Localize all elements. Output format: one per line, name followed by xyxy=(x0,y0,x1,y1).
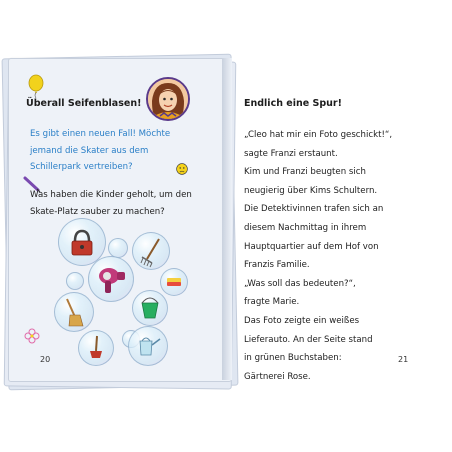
text-line: sagte Franzi erstaunt. xyxy=(244,148,338,159)
text-line: Gärtnerei Rose. xyxy=(244,371,311,382)
text-line: „Cleo hat mir ein Foto geschickt!“, xyxy=(244,130,393,140)
text-line: diesem Nachmittag in ihrem xyxy=(244,222,367,233)
avatar xyxy=(146,77,190,121)
story-text xyxy=(244,126,444,386)
hair-dryer-icon xyxy=(89,257,133,301)
text-line: Die Detektivinnen trafen sich an xyxy=(244,204,384,215)
right-page-title: Endlich eine Spur! xyxy=(244,98,342,109)
book-spine xyxy=(222,58,232,380)
question-text xyxy=(30,187,216,220)
left-page-title: Überall Seifenblasen! xyxy=(26,98,142,109)
text-line: Es gibt einen neuen Fall! Möchte xyxy=(30,129,171,139)
hair-dryer-bubble xyxy=(88,256,134,302)
page-number-right: 21 xyxy=(398,355,409,364)
broom-icon xyxy=(55,293,93,331)
worried-face-icon xyxy=(176,163,188,175)
text-line: Kim und Franzi beugten sich xyxy=(244,167,366,178)
text-line: Schillerpark vertreiben? xyxy=(30,162,133,172)
bucket-bubble xyxy=(132,290,168,326)
rake-bubble xyxy=(132,232,170,270)
case-announcement xyxy=(30,126,220,176)
text-line: in grünen Buchstaben: xyxy=(244,353,342,364)
text-line: Was haben die Kinder geholt, um den xyxy=(30,190,192,200)
text-line: fragte Marie. xyxy=(244,297,300,308)
text-line: Skate-Platz sauber zu machen? xyxy=(30,206,165,217)
watering-can-icon xyxy=(129,327,167,365)
rake-icon xyxy=(133,233,169,269)
brush-bubble xyxy=(78,330,114,366)
page-number-left: 20 xyxy=(40,355,51,364)
flower-icon xyxy=(24,328,40,344)
brush-icon xyxy=(79,331,113,365)
text-line: neugierig über Kims Schultern. xyxy=(244,185,378,196)
small-bubble xyxy=(66,272,84,290)
text-line: jemand die Skater aus dem xyxy=(30,145,149,156)
bucket-icon xyxy=(133,291,167,325)
broom-bubble xyxy=(54,292,94,332)
text-line: Hauptquartier auf dem Hof von xyxy=(244,241,379,252)
balloon-icon xyxy=(26,74,46,98)
text-line: Franzis Familie. xyxy=(244,260,310,271)
watering-can-bubble xyxy=(128,326,168,366)
text-line: Das Foto zeigte ein weißes xyxy=(244,315,360,326)
text-line: „Was soll das bedeuten?“, xyxy=(244,278,356,289)
small-bubble xyxy=(108,238,128,258)
text-line: Lieferauto. An der Seite stand xyxy=(244,334,373,345)
